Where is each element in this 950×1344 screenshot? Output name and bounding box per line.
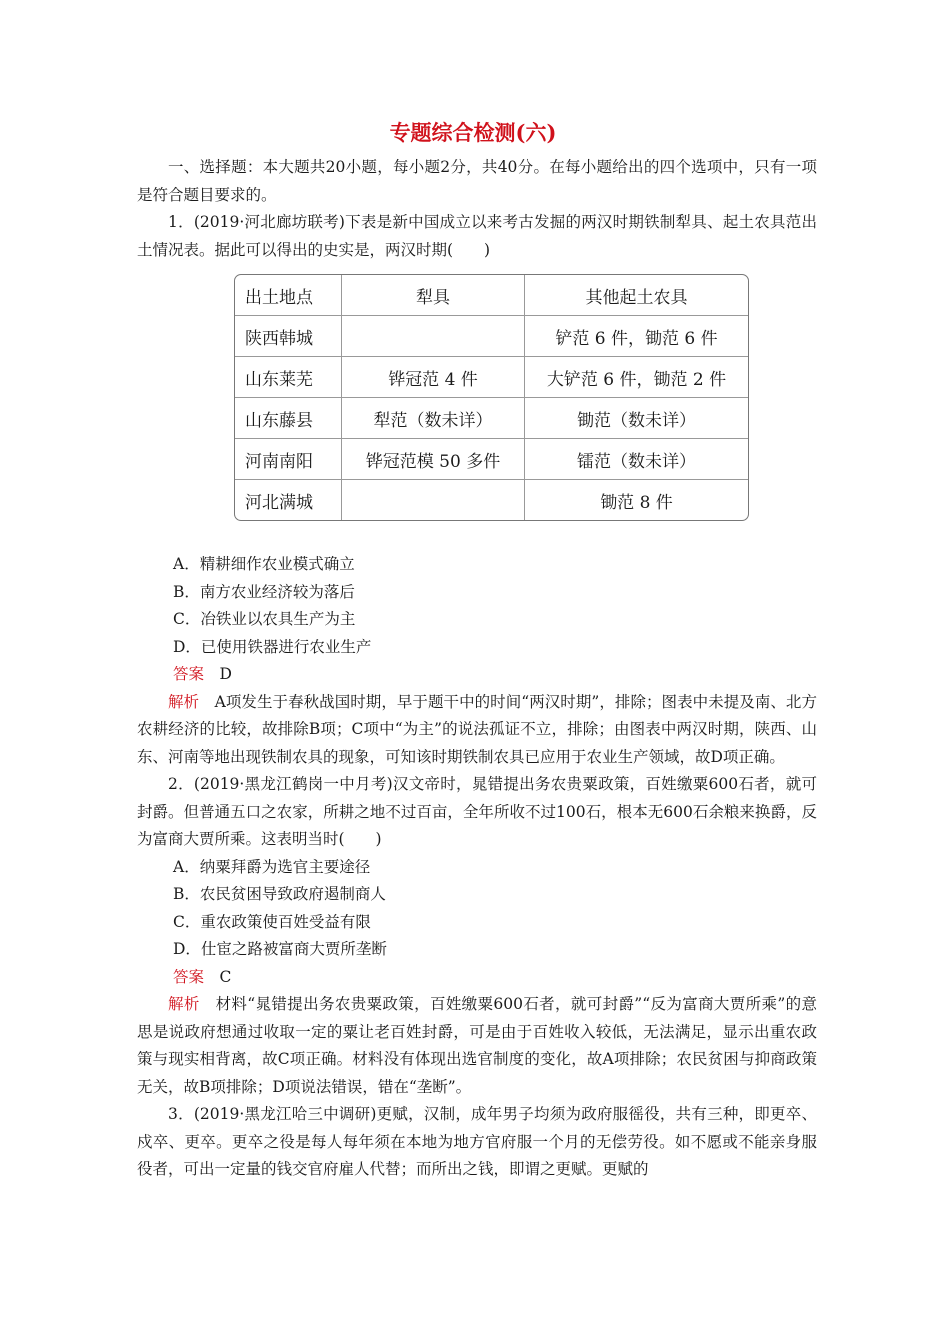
analysis-label: 解析 <box>168 692 200 711</box>
table-header-cell: 其他起土农具 <box>525 275 748 316</box>
question-2-option-a: A．纳粟拜爵为选官主要途径 <box>173 857 371 876</box>
table-row <box>235 357 748 398</box>
excavation-table-wrapper <box>234 274 817 521</box>
table-cell: 铧冠范 4 件 <box>342 357 525 398</box>
table-row <box>235 398 748 439</box>
table-cell: 陕西韩城 <box>235 316 342 357</box>
document-page <box>137 118 817 1184</box>
question-2-stem: 2．(2019·黑龙江鹤岗一中月考)汉文帝时，晁错提出务农贵粟政策，百姓缴粟600石者，就可封爵。但普通五口之农家，所耕之地不过百亩，全年所收不过100石，根本无600石余粮来换爵，反为富商大贾所乘。这表明当时( ) <box>137 775 817 848</box>
question-3-stem: 3．(2019·黑龙江哈三中调研)更赋，汉制，成年男子均须为政府服徭役，共有三种，即更卒、戍卒、更卒。更卒之役是每人每年须在本地为地方官府服一个月的无偿劳役。如不愿或不能亲身服役者，可出一定量的钱交官府雇人代替；而所出之钱，即谓之更赋。更赋的 <box>137 1105 817 1178</box>
answer-label: 答案 <box>173 665 205 683</box>
question-2-option-b: B．农民贫困导致政府遏制商人 <box>173 885 386 903</box>
question-1-answer <box>137 661 817 689</box>
question-1-option-d: D．已使用铁器进行农业生产 <box>173 637 372 656</box>
table-cell: 铲范 6 件，锄范 6 件 <box>525 316 748 357</box>
table-cell: 山东莱芜 <box>235 357 342 398</box>
question-1-option-b: B．南方农业经济较为落后 <box>173 582 355 601</box>
answer-value: C <box>219 967 232 986</box>
table-header-row <box>235 275 748 316</box>
table-cell: 河南南阳 <box>235 439 342 480</box>
table-cell: 镭范（数未详） <box>525 439 748 480</box>
analysis-text: 材料“晁错提出务农贵粟政策，百姓缴粟600石者，就可封爵”“反为富商大贾所乘”的意思是说政府想通过收取一定的粟让老百姓封爵，可是由于百姓收入较低，无法满足，显示出重农政策与现实相背离，故C项正确。材料没有体现出选官制度的变化，故A项排除；农民贫困与抑商政策无关，故B项排除；D项说法错误，错在“垄断”。 <box>137 995 817 1096</box>
table-cell: 铧冠范模 50 多件 <box>342 439 525 480</box>
analysis-label: 解析 <box>168 995 200 1013</box>
answer-label: 答案 <box>173 967 205 986</box>
answer-value: D <box>219 665 232 683</box>
table-header-cell: 犁具 <box>342 275 525 316</box>
table-cell: 犁范（数未详） <box>342 398 525 439</box>
question-2-option-c: C．重农政策使百姓受益有限 <box>173 912 371 931</box>
question-1-stem: 1．(2019·河北廊坊联考)下表是新中国成立以来考古发掘的两汉时期铁制犁具、起土农具范出土情况表。据此可以得出的史实是，两汉时期( ) <box>137 213 817 259</box>
table-cell: 河北满城 <box>235 480 342 520</box>
table-row <box>235 439 748 480</box>
question-2-analysis <box>137 991 817 1101</box>
page-title: 专题综合检测(六) <box>389 120 557 145</box>
question-1-option-c: C．冶铁业以农具生产为主 <box>173 610 356 628</box>
question-2-option-d: D．仕宦之路被富商大贾所垄断 <box>173 940 387 958</box>
table-cell: 锄范（数未详） <box>525 398 748 439</box>
question-2-answer <box>137 964 817 992</box>
table-header-cell: 出土地点 <box>235 275 342 316</box>
question-1-analysis <box>137 689 817 772</box>
section-intro: 一、选择题：本大题共20小题，每小题2分，共40分。在每小题给出的四个选项中，只有一项是符合题目要求的。 <box>137 158 817 204</box>
table-row <box>235 480 748 520</box>
table-cell: 锄范 8 件 <box>600 492 673 513</box>
question-1-option-a: A．精耕细作农业模式确立 <box>173 555 355 573</box>
table-cell <box>342 480 525 520</box>
analysis-text: A项发生于春秋战国时期，早于题干中的时间“两汉时期”，排除；图表中未提及南、北方农耕经济的比较，故排除B项；C项中“为主”的说法孤证不立，排除；由图表中两汉时期，陕西、山东、河南等地出现铁制农具的现象，可知该时期铁制农具已应用于农业生产领域，故D项正确。 <box>137 692 817 766</box>
table-cell: 山东藤县 <box>235 398 342 439</box>
table-row <box>235 316 748 357</box>
table-cell: 大铲范 6 件，锄范 2 件 <box>525 357 748 398</box>
excavation-table <box>234 274 749 521</box>
table-cell <box>342 316 525 357</box>
